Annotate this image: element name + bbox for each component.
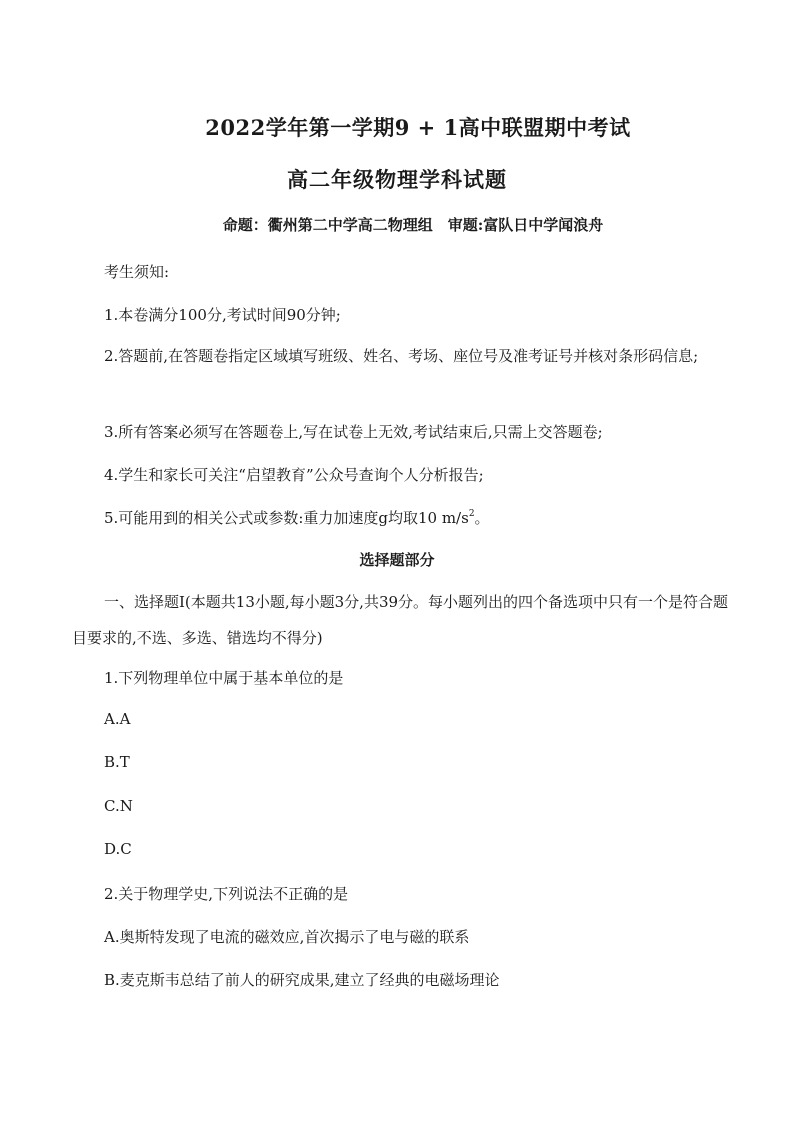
notice-item-4: 4.学生和家长可关注“启望教育”公众号查询个人分析报告; bbox=[104, 466, 484, 484]
notice-item-5-text: 5.可能用到的相关公式或参数:重力加速度g均取10 m/s bbox=[104, 509, 469, 527]
notice-item-5-superscript: 2 bbox=[468, 509, 475, 519]
question-2-option-a: A.奥斯特发现了电流的磁效应,首次揭示了电与磁的联系 bbox=[104, 928, 470, 946]
notice-item-5-end: 。 bbox=[474, 509, 490, 527]
question-1-option-a: A.A bbox=[104, 710, 131, 728]
notice-heading: 考生须知: bbox=[104, 263, 170, 281]
notice-item-1: 1.本卷满分100分,考试时间90分钟; bbox=[104, 306, 341, 324]
subject-title: 高二年级物理学科试题 bbox=[287, 167, 507, 192]
question-1-option-d: D.C bbox=[104, 840, 132, 858]
notice-item-5 bbox=[104, 507, 490, 528]
notice-item-3: 3.所有答案必须写在答题卷上,写在试卷上无效,考试结束后,只需上交答题卷; bbox=[104, 423, 603, 441]
question-1-stem: 1.下列物理单位中属于基本单位的是 bbox=[104, 669, 344, 687]
question-1-option-c: C.N bbox=[104, 797, 133, 815]
question-2-stem: 2.关于物理学史,下列说法不正确的是 bbox=[104, 885, 349, 903]
authors-line: 命题：衢州第二中学高二物理组 审题:富队日中学闻浪舟 bbox=[222, 216, 604, 234]
exam-title: 2022学年第一学期9 + 1高中联盟期中考试 bbox=[205, 115, 631, 140]
question-1-option-b: B.T bbox=[104, 753, 130, 771]
question-2-option-b: B.麦克斯韦总结了前人的研究成果,建立了经典的电磁场理论 bbox=[104, 971, 500, 989]
section-intro: 一、选择题Ⅰ(本题共13小题,每小题3分,共39分。每小题列出的四个备选项中只有一个是符合题目要求的,不选、多选、错选均不得分) bbox=[72, 593, 729, 647]
notice-item-2: 2.答题前,在答题卷指定区域填写班级、姓名、考场、座位号及准考证号并核对条形码信息; bbox=[104, 347, 699, 365]
section-title: 选择题部分 bbox=[359, 551, 435, 569]
